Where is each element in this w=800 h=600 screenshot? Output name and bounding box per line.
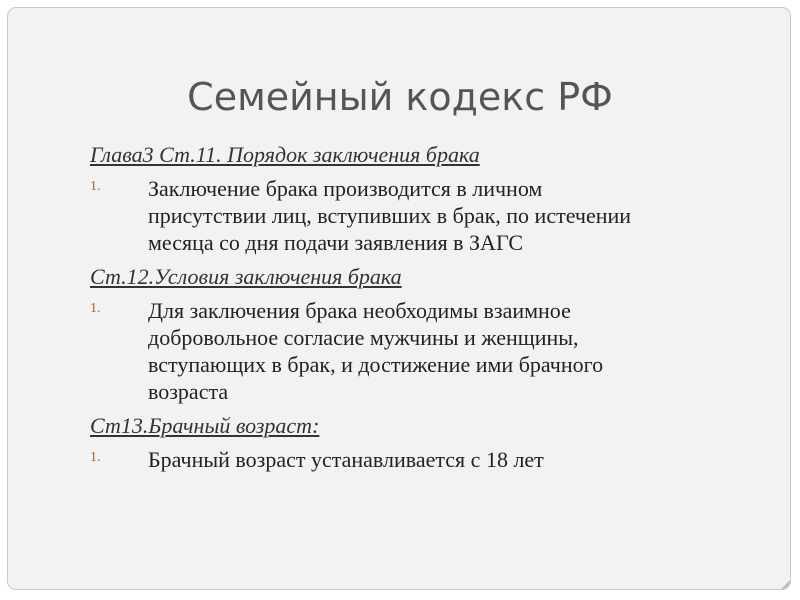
- slide-content: [90, 142, 750, 481]
- list-number: 1.: [90, 301, 101, 316]
- item-line: присутствии лиц, вступивших в брак, по истечении: [148, 203, 632, 228]
- item-line: вступающих в брак, и достижение ими брачного: [148, 352, 604, 377]
- item-line: возраста: [148, 379, 229, 404]
- section-heading-art11: Глава3 Ст.11. Порядок заключения брака: [90, 142, 480, 167]
- section-heading-art13: Ст13.Брачный возраст:: [90, 413, 320, 438]
- item-line: Брачный возраст устанавливается с 18 лет: [148, 447, 544, 472]
- corner-fold-icon: [781, 580, 790, 589]
- list-item: [90, 446, 750, 473]
- list-item: [90, 175, 750, 256]
- item-line: месяца со дня подачи заявления в ЗАГС: [148, 230, 524, 255]
- item-line: добровольное согласие мужчины и женщины,: [148, 325, 579, 350]
- item-line: Для заключения брака необходимы взаимное: [148, 298, 571, 323]
- list-item: [90, 297, 750, 405]
- list-number: 1.: [90, 179, 101, 194]
- slide-title: Семейный кодекс РФ: [187, 75, 613, 119]
- section-heading-art12: Ст.12.Условия заключения брака: [90, 264, 402, 289]
- slide: [7, 7, 791, 590]
- item-line: Заключение брака производится в личном: [148, 176, 543, 201]
- list-number: 1.: [90, 450, 101, 465]
